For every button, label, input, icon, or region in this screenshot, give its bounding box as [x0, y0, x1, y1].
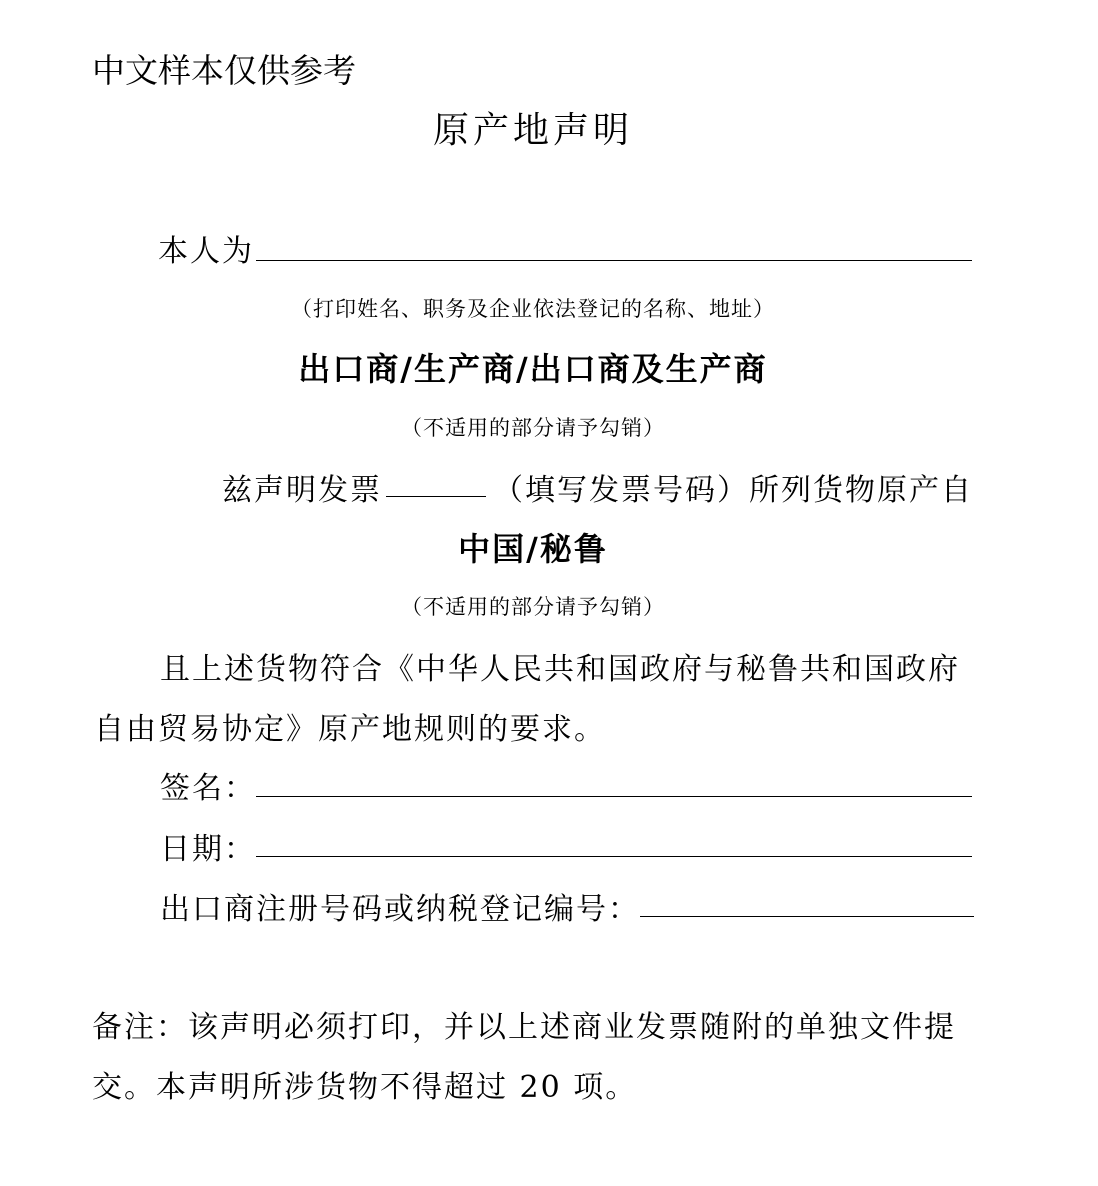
- document-title: 原产地声明: [432, 110, 633, 151]
- role-hint: （不适用的部分请予勾销）: [401, 416, 665, 440]
- registration-fill-line[interactable]: [640, 916, 974, 917]
- role-options: 出口商/生产商/出口商及生产商: [298, 350, 768, 388]
- signature-fill-line[interactable]: [256, 796, 972, 797]
- invoice-prefix: 兹声明发票: [222, 473, 382, 508]
- invoice-suffix: （填写发票号码）所列货物原产自: [493, 473, 973, 508]
- sample-note: 中文样本仅供参考: [92, 51, 356, 90]
- origin-hint: （不适用的部分请予勾销）: [401, 595, 665, 619]
- remark-line-2: 交。本声明所涉货物不得超过 20 项。: [92, 1070, 638, 1105]
- statement-line-2: 自由贸易协定》原产地规则的要求。: [94, 712, 606, 747]
- declarant-fill-line[interactable]: [256, 260, 972, 261]
- declarant-hint: （打印姓名、职务及企业依法登记的名称、地址）: [291, 297, 775, 321]
- signature-label: 签名：: [160, 771, 256, 806]
- date-label: 日期：: [160, 832, 256, 867]
- registration-label: 出口商注册号码或纳税登记编号：: [160, 892, 640, 927]
- origin-options: 中国/秘鲁: [458, 530, 608, 568]
- remark-line-1: 备注：该声明必须打印，并以上述商业发票随附的单独文件提: [92, 1010, 956, 1045]
- date-fill-line[interactable]: [256, 856, 972, 857]
- invoice-number-fill-line[interactable]: [386, 496, 486, 497]
- statement-line-1: 且上述货物符合《中华人民共和国政府与秘鲁共和国政府: [160, 652, 960, 687]
- declarant-label: 本人为: [158, 234, 254, 269]
